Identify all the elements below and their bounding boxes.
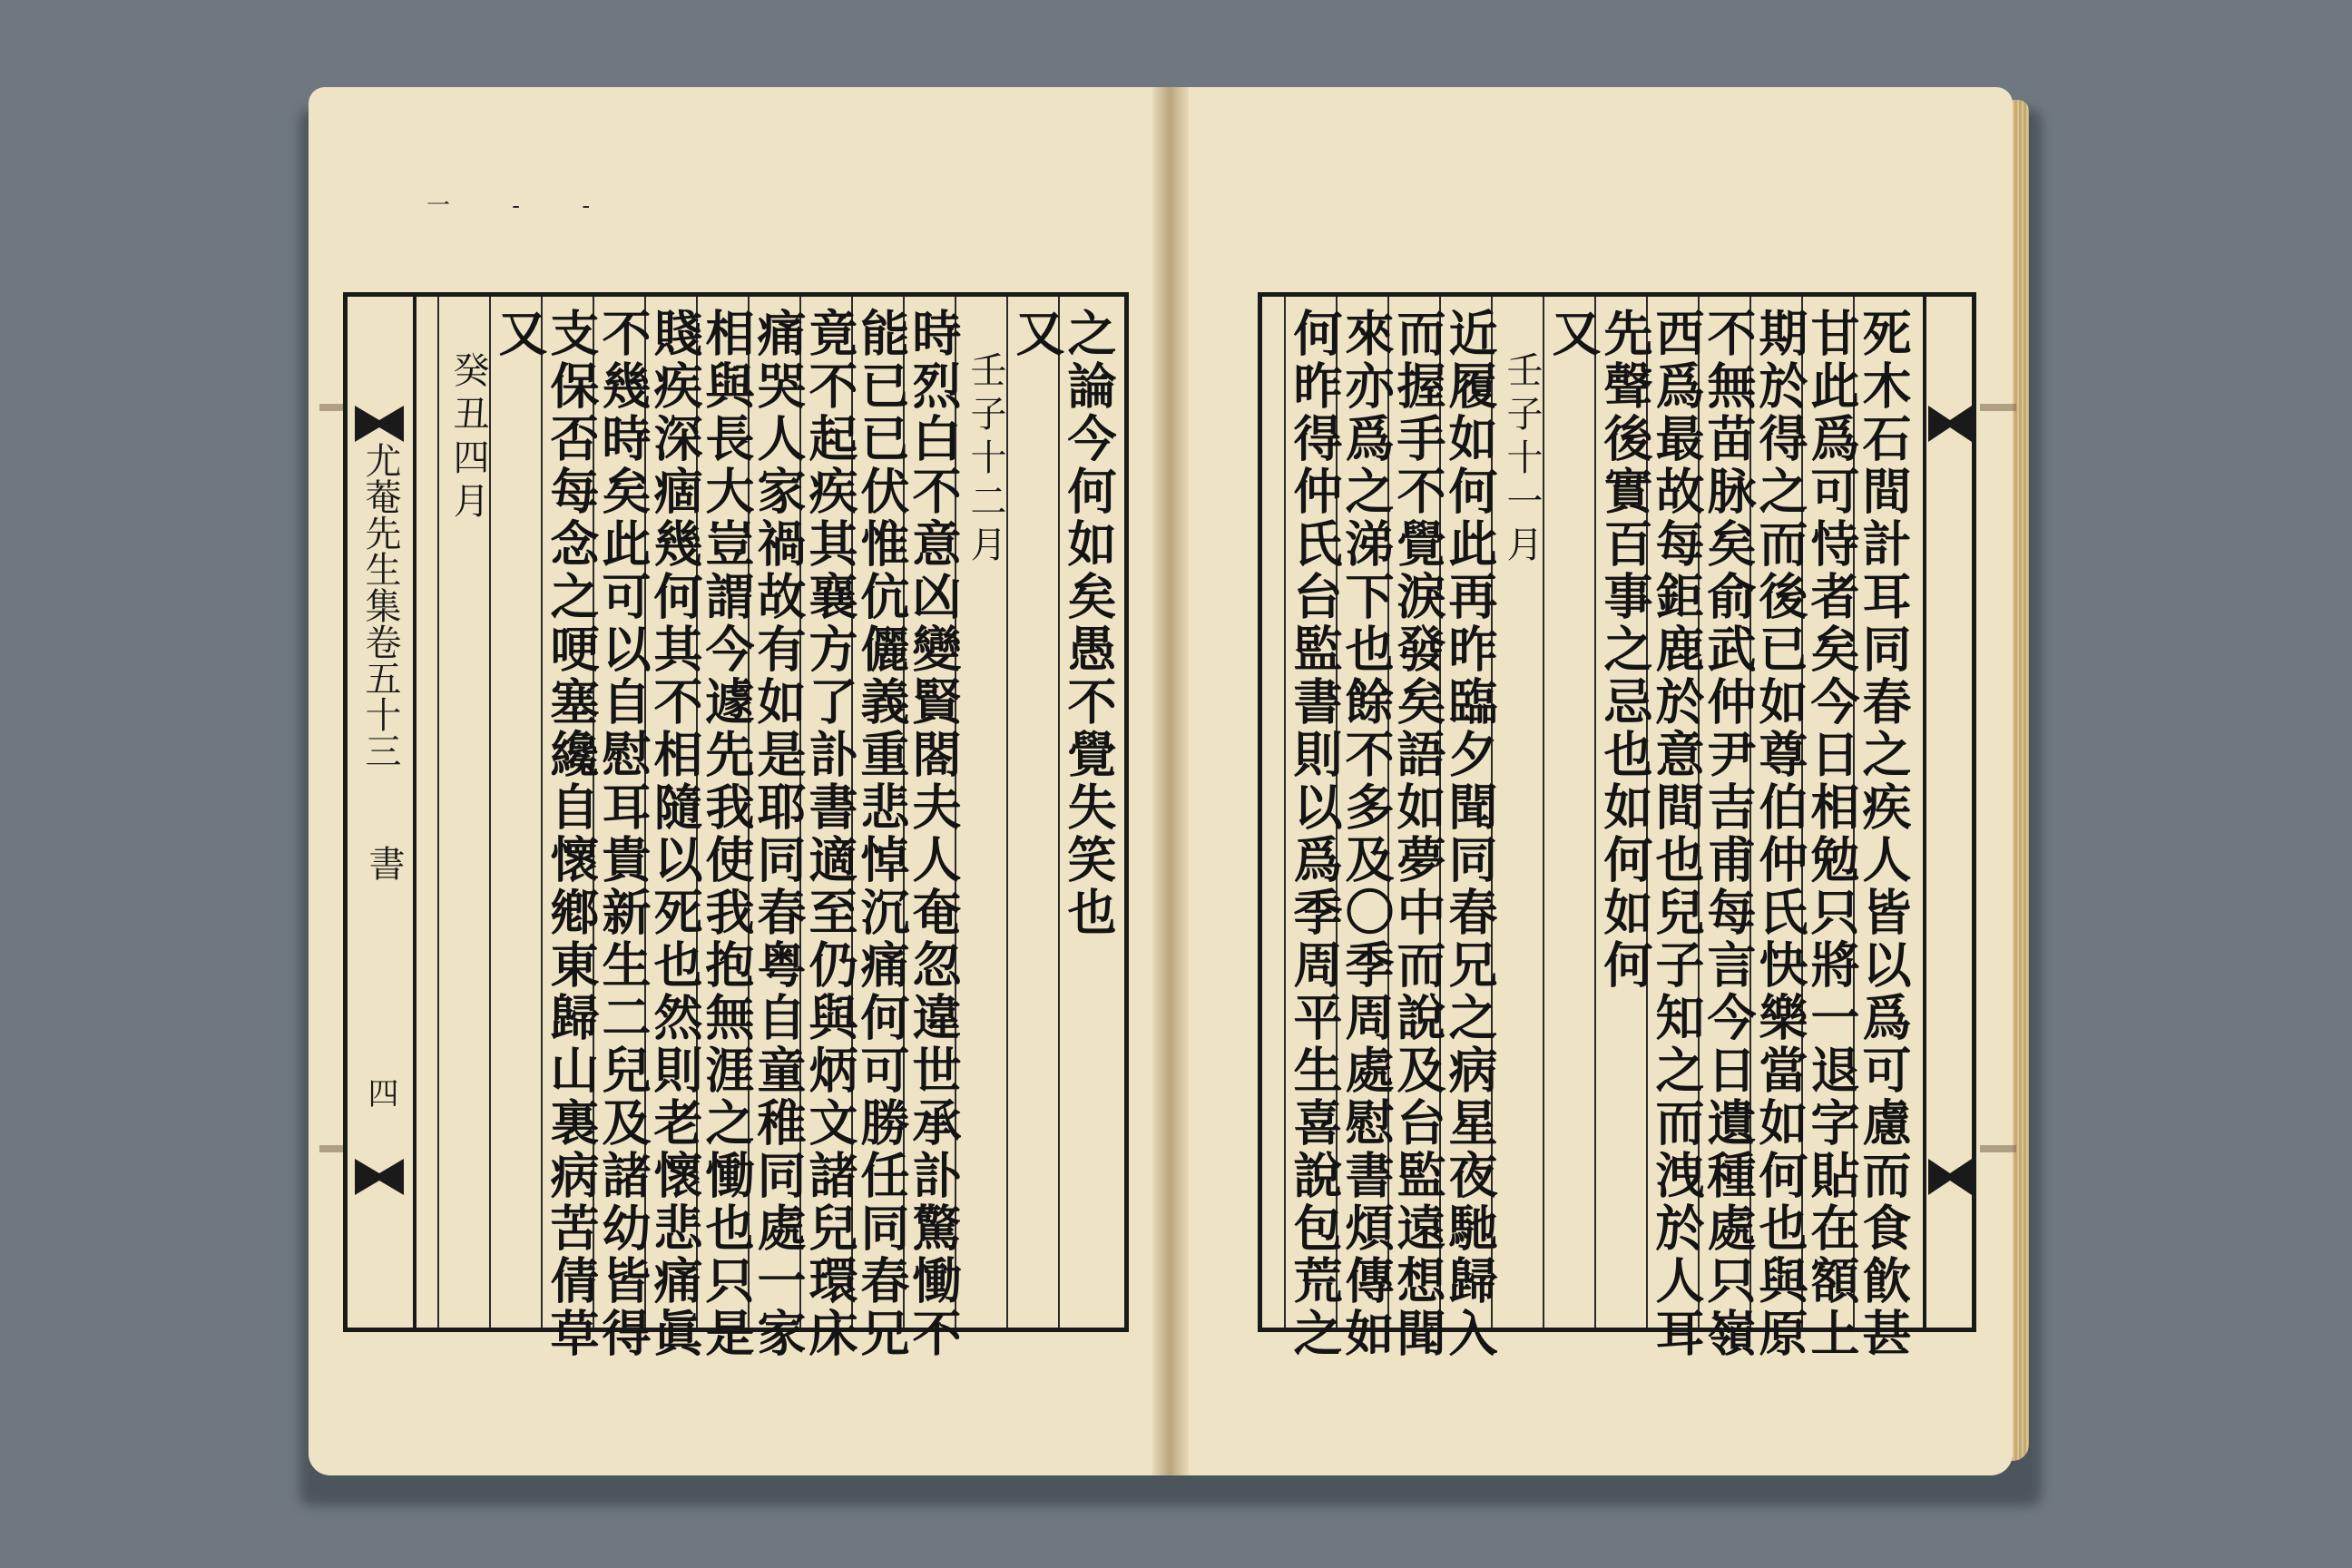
- text-column: 何昨得仲氏台監書則以爲季周平生喜說包荒之: [1286, 308, 1344, 1360]
- text-column: 近履如何此再昨臨夕聞同春兄之病星夜馳歸入: [1441, 308, 1499, 1360]
- text-column: 不無苗脉矣俞武仲尹吉甫每言今日遺種處只嶺: [1700, 308, 1758, 1360]
- volume-title: 尤菴先生集卷五十三: [359, 442, 401, 769]
- text-column: 又: [1544, 308, 1602, 360]
- text-column: 又: [491, 308, 549, 360]
- text-column: 賤疾深痼幾何其不相隨以死也然則老懷悲痛眞: [646, 308, 704, 1360]
- text-column: 來亦爲之涕下也餘不多及〇季周處慰書煩傳如: [1338, 308, 1396, 1360]
- binding-thread: [1980, 404, 2016, 411]
- text-column: 時烈白不意凶變賢閤夫人奄忽違世承訃驚慟不: [905, 308, 963, 1360]
- text-column: 壬子十一月: [1501, 351, 1543, 569]
- text-column: 之論今何如矣愚不覺失笑也: [1060, 308, 1118, 939]
- page-number: 四: [362, 1077, 398, 1108]
- book-gutter: [1152, 87, 1189, 1475]
- text-column: 甘此爲可恃者矣今日相勉只將一退字貼在額上: [1803, 308, 1861, 1360]
- text-column: 壬子十二月: [965, 351, 1006, 569]
- fish-tail-mark: [1928, 406, 1972, 442]
- text-column: 期於得之而後已如尊伯仲氏快樂當如何也與原: [1751, 308, 1809, 1360]
- text-column: 痛哭人家禍故有如是耶同春粤自童稚同處一家: [750, 308, 808, 1360]
- text-column: 相與長大豈謂今遽先我使我抱無涯之慟也只是: [698, 308, 756, 1360]
- text-column: 竟不起疾其襄方了訃書適至仍與炳文諸兒環床: [801, 308, 859, 1360]
- page-margin-column: [348, 297, 416, 1328]
- page-margin-column-right: [1923, 297, 1977, 1328]
- section-label: 書: [363, 845, 405, 881]
- text-column: 不幾時矣此可以自慰耳貴新生二兒及諸幼皆得: [594, 308, 652, 1360]
- text-column: 而握手不覺淚發矣語如夢中而說及台監遠想聞: [1389, 308, 1447, 1360]
- text-column: 死木石間計耳同春之疾人皆以爲可慮而食飮甚: [1855, 308, 1913, 1360]
- text-column: 癸丑四月: [447, 351, 489, 525]
- text-column: 能已已伏惟伉儷義重悲悼沉痛何可勝任同春兄: [853, 308, 911, 1360]
- fish-tail-mark: [1928, 1159, 1972, 1195]
- top-ink-marks: 一 - -: [426, 192, 618, 220]
- text-column: 先聲後實百事之忌也如何如何: [1596, 308, 1654, 992]
- right-text-frame: [1258, 292, 1976, 1360]
- fish-tail-mark: [355, 406, 404, 442]
- binding-thread: [1980, 1145, 2016, 1152]
- column-rule: [437, 297, 439, 1328]
- text-column: 支保否每念之哽塞纔自懷鄕東歸山裏病苦倩草: [543, 308, 601, 1360]
- left-text-frame: [343, 292, 1129, 1360]
- fish-tail-mark: [355, 1159, 404, 1195]
- column-rule: [1284, 297, 1286, 1328]
- text-column: 西爲最故每鉅鹿於意間也兒子知之而洩於人耳: [1648, 308, 1706, 1360]
- text-column: 又: [1008, 308, 1066, 360]
